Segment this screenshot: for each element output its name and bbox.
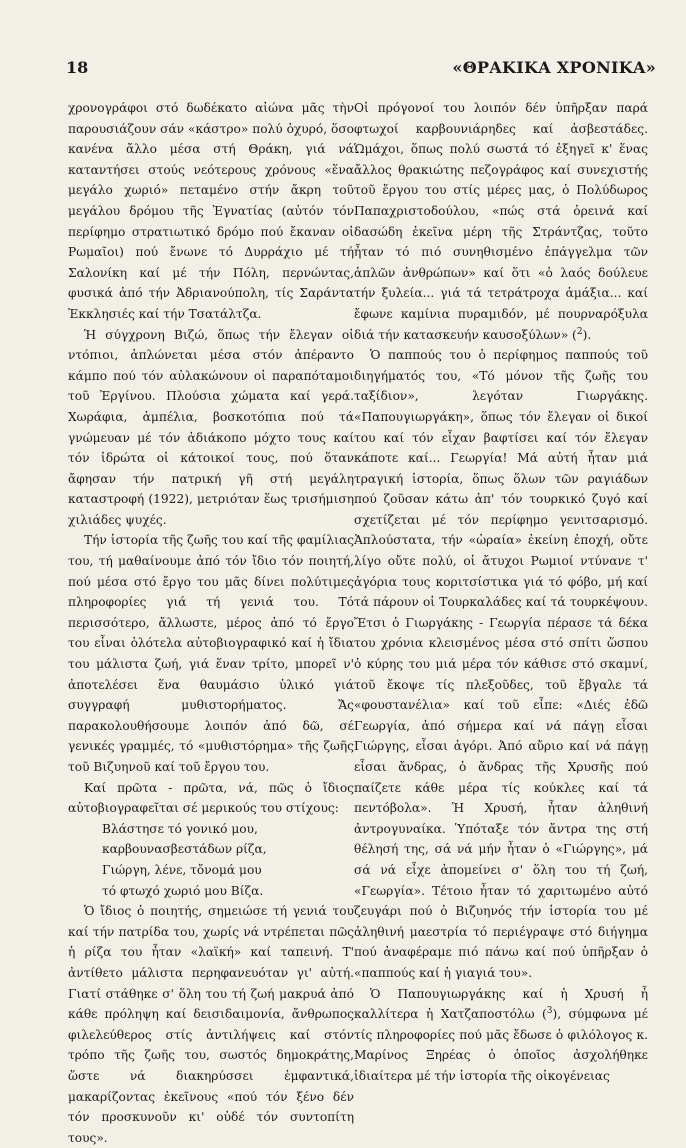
verse-block [68,819,354,901]
page-number: 18 [66,58,89,77]
paragraph: χρονογράφοι στό δωδέκατο αἰώνα μᾶς τὴν παρουσιάζουν σάν «κάστρο» πολύ ὀχυρό, ὅσο κανένα ἄλλο μέσα στή Θράκη, γιά νά καταντήσει στούς νεότερους χρόνους «ἕνα μεγάλο χωριό» πεταμένο στήν ἄκρη τοῦ μεγάλου δρόμου τῆς Ἐγνατίας (αὐτόν τόν περίφημο στρατιωτικό δρόμο πού ἔκαναν οἱ Ρωμαῖοι) πού ἔνωνε τό Δυρράχιο μέ τή Σαλονίκη καί μέ τήν Πόλη, περνώντας, φυσικά ἀπό τήν Ἀδριανούπολη, τίς Σαράντα Ἐκκλησιές καί τήν Τσατάλτζα. [68,101,354,321]
paragraph: Τήν ἱστορία τῆς ζωῆς του καί τῆς φαμίλιας του, τή μαθαίνουμε ἀπό τόν ἴδιο τόν ποιητή, πού μέσα στό ἔργο του μᾶς δίνει πολύτιμες πληροφορίες γιά τή γενιά του. Τό περισσότερο, ἄλλωστε, μέρος ἀπό τό ἔργο του εἶναι ὁλότελα αὐτοβιογραφικό καί ἡ ἴδια του μάλιστα ζωή, γιά ἕναν τρίτο, μπορεῖ ν' ἀποτελέσει ἕνα θαυμάσιο ὑλικό γιά συγγραφή μυθιστορήματος. Ἄς παρακολουθήσουμε λοιπόν ἀπό δῶ, σέ γενικές γραμμές, τό «μυθιστόρημα» τῆς ζωῆς τοῦ Βιζυηνοῦ καί τοῦ ἔργου του. [68,533,354,774]
footnote-ref: 3 [546,1006,553,1017]
right-column [354,98,648,1087]
verse-line: Βλάστησε τό γονικό μου, [102,821,258,836]
verse-line: καρβουνασβεστάδων ρίζα, [102,842,267,857]
paragraph [354,984,648,1087]
verse-line: Γιώργη, λένε, τὄνομά μου [102,862,262,877]
paragraph-text: Ὁ Παπουγιωργάκης καί ἡ Χρυσή ἦ καλλίτερα ἡ Χατζαποστόλω ( [354,986,648,1022]
paragraph: Ὁ ἴδιος ὁ ποιητής, σημειώσε τή γενιά του καί τήν πατρίδα του, χωρίς νά ντρέπεται πῶς ἡ ρίζα του ἦταν «λαϊκή» καί ταπεινή. Τ' ἀντίθετο μάλιστα περηφανευόταν γι' αὐτή. Γιατί στάθηκε σ' ὅλη του τή ζωή μακρυά ἀπό κάθε πρόληψη καί δεισιδαιμονία, ἄνθρωπος φιλελεύθερος στίς ἀντιλήψεις καί στόν τρόπο τῆς ζωῆς του, σωστός δημοκράτης, ὥστε νά διακηρύσσει ἐμφαντικά, μακαρίζοντας ἐκεῖνους «πού τόν ξένο δέν τόν προσκυνοῦν κι' οὐδέ τόν συντοπίτη τους». [68,904,354,1145]
left-column [68,98,354,1148]
footnote-ref: 2 [576,326,583,337]
paragraph: Ἡ σύγχρονη Βιζώ, ὅπως τήν ἔλεγαν οἱ ντόπιοι, ἁπλώνεται μέσα στόν ἀπέραντο κάμπο πού τόν αὐλακώνουν οἱ παραπόταμοι τοῦ Ἐργίνου. Πλούσια χώματα καί γερά. Χωράφια, ἀμπέλια, βοσκοτόπια πού τά γνώμευαν μέ τόν ἀδιάκοπο μόχτο τους καί τόν ἱδρώτα οἱ κάτοικοί τους, πού ὅταν ἄφησαν τήν πατρική γῆ στή μεγάλη καταστροφή (1922), μετριόταν ἕως τρισήμιση χιλιάδες ψυχές. [68,327,354,527]
running-title: «ΘΡΑΚΙΚΑ ΧΡΟΝΙΚΑ» [452,58,656,77]
paragraph: Ὁ παππούς του ὁ περίφημος παππούς τοῦ διηγήματός του, «Τό μόνον τῆς ζωῆς του ταξίδιον», λεγόταν Γιωργάκης. «Παπουγιωργάκη», ὅπως τόν ἔλεγαν οἱ δικοί του καί τόν εἶχαν βαφτίσει καί τόν ἔλεγαν κάποτε καί... Γεωργία! Μά αὐτή ἦταν μιά τραγική ἱστορία, ὅπως ὅλων τῶν ραγιάδων πού ζοῦσαν κάτω ἀπ' τόν τουρκικό ζυγό καί σχετίζεται μέ τόν περίφημο γενιτσαρισμό. Ἁπλούστατα, τήν «ὡραία» ἐκείνη ἐποχή, οὔτε λίγο οὔτε πολύ, οἱ ἄτυχοι Ρωμιοί ντύνανε τ' ἀγόρια τους κοριτσίστικα γιά τό φόβο, μή καί τά πάρουν οἱ Τουρκαλάδες καί τά τουρκέψουν. Ἔτσι ὁ Γιωργάκης - Γεωργία πέρασε τά δέκα του χρόνια κλεισμένος μέσα στό σπίτι ὥσπου ὁ κύρης του μιά μέρα τόν κάθισε στό σκαμνί, τοῦ ἔκοψε τίς πλεξοῦδες, τοῦ ἔβγαλε τά «φουστανέλια» καί τοῦ εἶπε: «Διές ἐδῶ Γεωργία, ἀπό σήμερα καί νά πάγῃ εἶσαι Γιώργης, εἶσαι ἀγόρι. Ἀπό αὔριο καί νά πάγῃ εἶσαι ἄνδρας, ὁ ἄνδρας τῆς Χρυσῆς πού παίζετε κάθε μέρα τίς κούκλες καί τά πεντόβολα». Ἡ Χρυσή, ἦταν ἀληθινή ἀντρογυναίκα. Ὑπόταξε τόν ἄντρα της στή θέλησή της, σά νά μήν ἦταν ὁ «Γιώργης», μά σά νά εἶχε ἀπομείνει σ' ὅλη του τή ζωή, «Γεωργία». Τέτοιο ἦταν τό χαριτωμένο αὐτό ζευγάρι πού ὁ Βιζυηνός τήν ἱστορία του μέ ἀληθινή μαεστρία τό περιέγραψε στό διήγημα πού ἀναφέραμε πιό πάνω καί πού ὑπῆρξαν ὁ «παππούς καί ἡ γιαγιά του». [354,348,648,980]
paragraph: Οἱ πρόγονοί του λοιπόν δέν ὑπῆρξαν παρά φτωχοί καρβουνιάρηδες καί ἀσβεστάδες. Ὡμάχοι, ὅπως πολύ σωστά τό ἐξηγεῖ κ' ἕνας ἄλλος θρακιώτης πεζογράφος καί συνεχιστής τοῦ ἔργου του στίς μέρες μας, ὁ Πολύδωρος Παπαχριστοδούλου, «πώς στά ὀρεινά καί δασώδη ἐκεῖνα μέρη τῆς Στράντζας, τοῦτο ἦταν τό πιό συνηθισμένο ἐπάγγελμα τῶν ἁπλῶν ἀνθρώπων» καί ὅτι «ὁ λαός δούλευε τήν ξυλεία... γιά τά τετράτροχα ἁμάξια... καί ἔφωνε καμίνια πυραμιδόν, μέ πουρναρόξυλα διά τήν κατασκευήν καυσοξύλων» ($^2$). [354,101,648,342]
paragraph-text: ), σύμφωνα μέ τίς πληροφορίες πού μᾶς ἔδωσε ὁ φιλόλογος κ. Μαρίνος Ξηρέας ὁ ὁποῖος ἀσχολήθηκε ἰδιαίτερα μέ τήν ἱστορία τῆς οἰκογένειας [354,1007,648,1083]
page-header [66,58,656,84]
paragraph-text: Οἱ πρόγονοί του λοιπόν δέν ὑπῆρξαν παρά φτωχοί καρβουνιάρηδες καί ἀσβεστάδες. Ὡμάχοι, ὅπως πολύ σωστά τό ἐξηγεῖ κ' ἕνας ἄλλος θρακιώτης πεζογράφος καί συνεχιστής τοῦ ἔργου του στίς μέρες μας, ὁ Πολύδωρος Παπαχριστοδούλου, «πώς στά ὀρεινά καί δασώδη ἐκεῖνα μέρη τῆς Στράντζας, τοῦτο ἦταν τό πιό συνηθισμένο ἐπάγγελμα τῶν ἁπλῶν ἀνθρώπων» καί ὅτι «ὁ λαός δούλευε τήν ξυλεία... γιά τά τετράτροχα ἁμάξια... καί ἔφωνε καμίνια πυραμιδόν, μέ πουρναρόξυλα διά τήν κατασκευήν καυσοξύλων» [354,101,648,342]
verse-line: τό φτωχό χωριό μου Βίζα. [102,883,264,898]
paragraph: Καί πρῶτα - πρῶτα, νά, πῶς ὁ ἴδιος αὐτοβιογραφεῖται σέ μερικούς του στίχους: [68,780,354,816]
